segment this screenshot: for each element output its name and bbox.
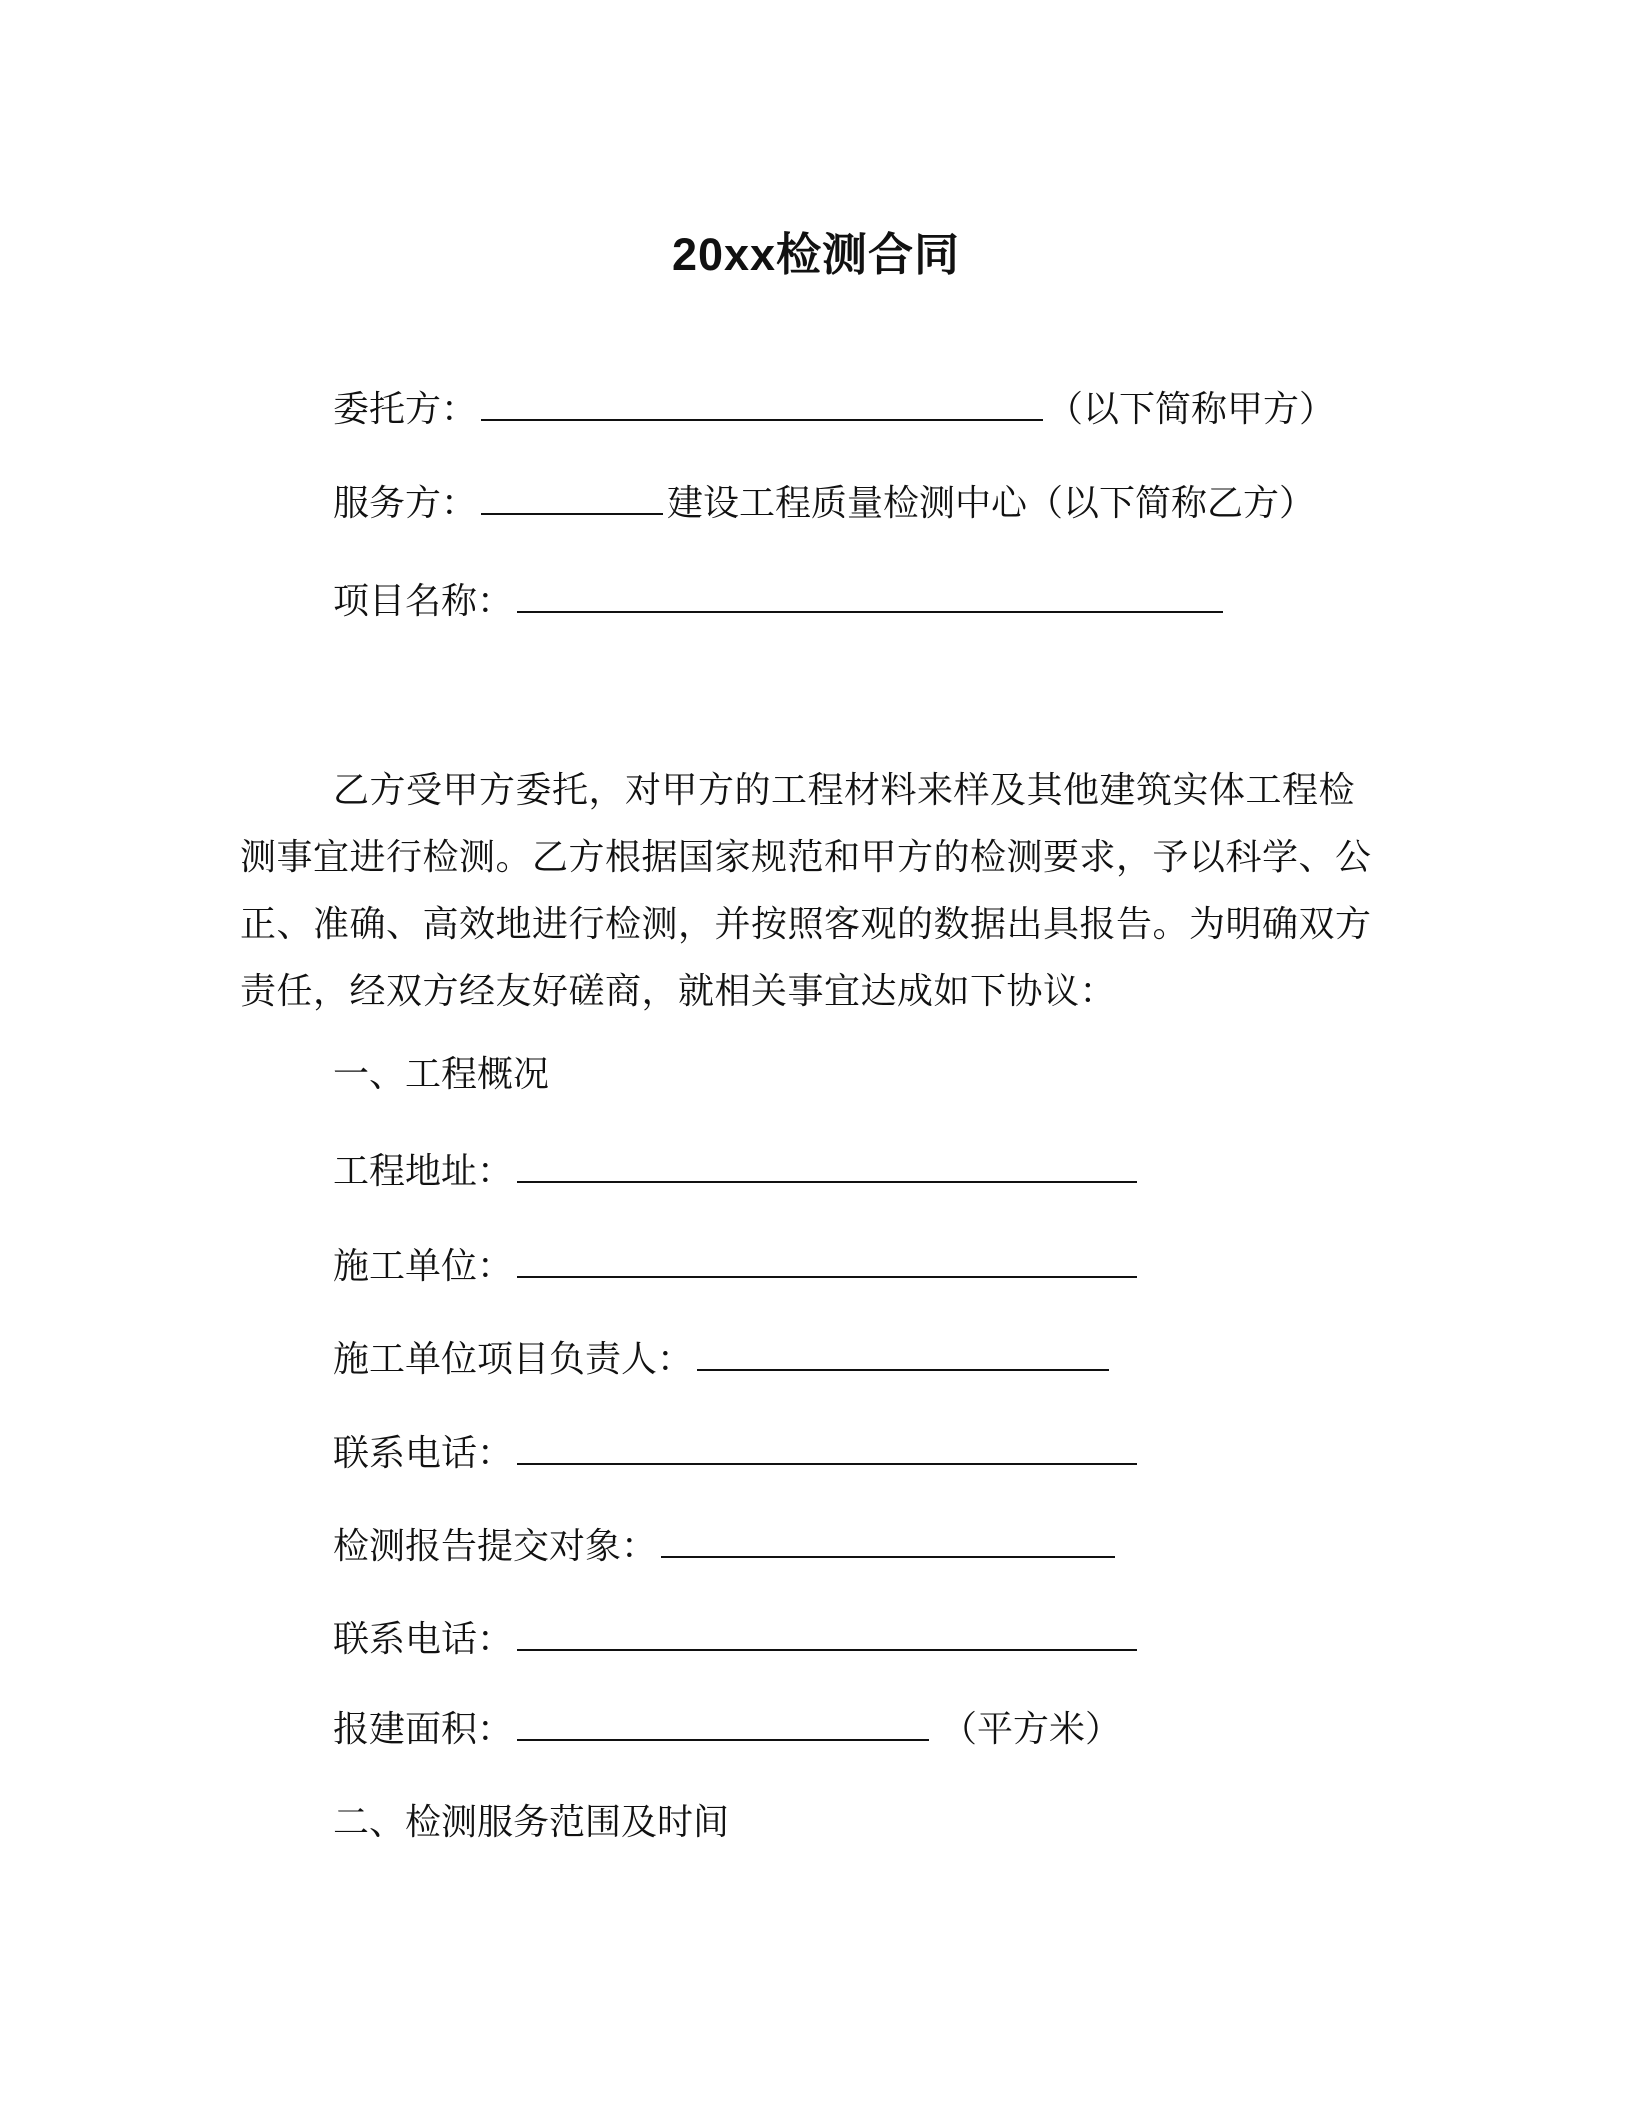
address-label: 工程地址： [333, 1151, 514, 1192]
section2-heading: 二、检测服务范围及时间 [333, 1802, 730, 1843]
area-label: 报建面积： [333, 1709, 514, 1750]
area-line [333, 1703, 1121, 1755]
project-blank[interactable] [517, 575, 1223, 613]
client-label: 委托方： [333, 389, 478, 430]
service-text: 建设工程质量检测中心（以下简称乙方） [667, 483, 1316, 524]
report-recipient-blank[interactable] [661, 1520, 1115, 1558]
intro-paragraph: 乙方受甲方委托，对甲方的工程材料来样及其他建筑实体工程检测事宜进行检测。乙方根据国家规范和甲方的检测要求，予以科学、公正、准确、高效地进行检测，并按照客观的数据出具报告。为明确双方责任，经双方经友好磋商，就相关事宜达成如下协议： [240, 770, 1372, 1012]
phone1-blank[interactable] [517, 1427, 1137, 1465]
area-unit: （平方米） [941, 1709, 1122, 1750]
client-blank[interactable] [481, 383, 1043, 421]
service-line [333, 477, 1315, 529]
address-line [333, 1145, 1141, 1197]
client-suffix: （以下简称甲方） [1047, 389, 1336, 430]
area-blank[interactable] [517, 1703, 929, 1741]
contractor-manager-line [333, 1333, 1113, 1385]
report-recipient-label: 检测报告提交对象： [333, 1526, 658, 1567]
project-line [333, 575, 1227, 627]
service-label: 服务方： [333, 483, 478, 524]
phone2-label: 联系电话： [333, 1619, 514, 1660]
contractor-manager-label: 施工单位项目负责人： [333, 1339, 694, 1380]
contractor-manager-blank[interactable] [697, 1333, 1109, 1371]
phone2-blank[interactable] [517, 1613, 1137, 1651]
project-label: 项目名称： [333, 581, 514, 622]
phone1-label: 联系电话： [333, 1433, 514, 1474]
address-blank[interactable] [517, 1145, 1137, 1183]
contractor-label: 施工单位： [333, 1246, 514, 1287]
document-title: 20xx检测合同 [671, 229, 961, 280]
phone2-line [333, 1613, 1141, 1665]
phone1-line [333, 1427, 1141, 1479]
section1-heading: 一、工程概况 [333, 1054, 550, 1095]
client-line [333, 383, 1335, 435]
contractor-line [333, 1240, 1141, 1292]
contractor-blank[interactable] [517, 1240, 1137, 1278]
report-recipient-line [333, 1520, 1119, 1572]
service-blank[interactable] [481, 477, 663, 515]
